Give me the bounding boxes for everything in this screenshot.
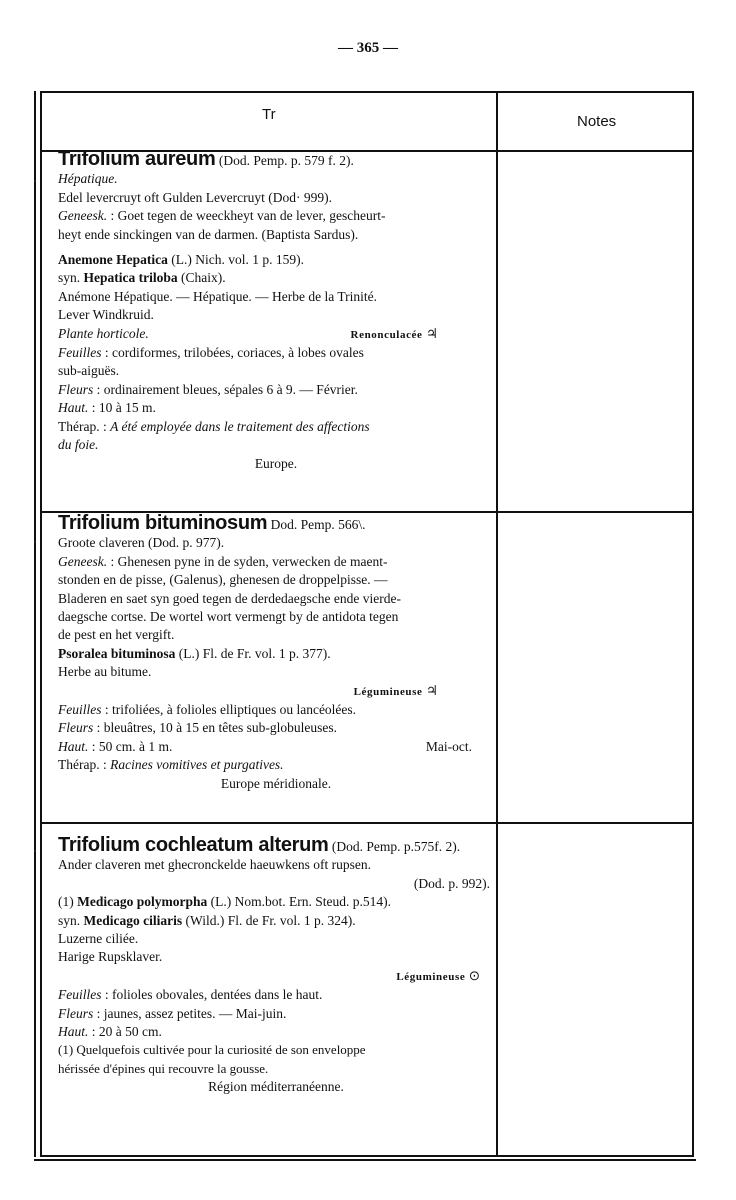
dodoens-reference: (Dod. Pemp. p.575f. 2). bbox=[328, 839, 461, 854]
text-line: du foie. bbox=[58, 437, 99, 453]
label-feuilles: Feuilles bbox=[58, 345, 102, 361]
text-line: Ander claveren met ghecronckelde haeuwkens oft rupsen. bbox=[58, 857, 371, 873]
text-line: Hépatique. bbox=[58, 171, 118, 187]
text-line: : folioles obovales, dentées dans le haut. bbox=[101, 987, 323, 1003]
syn-label: syn. bbox=[58, 912, 84, 928]
dodoens-reference: Dod. Pemp. 566\. bbox=[267, 517, 366, 532]
text-line: : ordinairement bleues, sépales 6 à 9. — Février. bbox=[93, 381, 358, 397]
family-label: Légumineuse bbox=[396, 970, 466, 983]
label-geneesk: Geneesk. bbox=[58, 553, 108, 569]
label-therap: Thérap. : bbox=[58, 757, 111, 773]
column-header-tr: Tr bbox=[262, 106, 276, 123]
species-name: Trifolium aureum bbox=[58, 148, 216, 170]
footnote-marker: (1) bbox=[58, 894, 78, 910]
entry-heading bbox=[58, 150, 494, 170]
label-haut: Haut. bbox=[58, 400, 89, 416]
text-line: : 20 à 50 cm. bbox=[88, 1024, 162, 1040]
modern-name-ref: (L.) Nich. vol. 1 p. 159). bbox=[167, 252, 304, 268]
common-name-fr: Luzerne ciliée. bbox=[58, 931, 139, 947]
text-line: : 50 cm. à 1 m. bbox=[88, 738, 173, 754]
species-name: Trifolium bituminosum bbox=[58, 512, 268, 534]
text-line: : trifoliées, à folioles elliptiques ou lancéolées. bbox=[101, 702, 357, 718]
plant-type: Plante horticole. bbox=[58, 325, 149, 341]
text-line: (Dod. p. 992). bbox=[413, 875, 490, 891]
text-line: : Ghenesen pyne in de syden, verwecken de maent- bbox=[107, 553, 388, 569]
footnote-text: (1) Quelquefois cultivée pour la curiosité de son enveloppe bbox=[58, 1042, 366, 1058]
family-label: Légumineuse bbox=[353, 685, 423, 698]
perennial-symbol: ♃ bbox=[425, 325, 438, 341]
text-line: : jaunes, assez petites. — Mai-juin. bbox=[93, 1005, 287, 1021]
species-name: Trifolium cochleatum alterum bbox=[58, 834, 329, 856]
modern-name: Medicago polymorpha bbox=[77, 894, 208, 910]
text-line: Edel levercruyt oft Gulden Levercruyt (Dod· 999). bbox=[58, 189, 333, 205]
label-feuilles: Feuilles bbox=[58, 702, 102, 718]
text-line: : Goet tegen de weeckheyt van de lever, gescheurt- bbox=[107, 208, 386, 224]
footnote-text: hérissée d'épines qui recouvre la gousse. bbox=[58, 1060, 269, 1076]
synonym-name: Hepatica triloba bbox=[83, 270, 178, 286]
modern-name: Anemone Hepatica bbox=[58, 252, 168, 268]
perennial-symbol: ♃ bbox=[425, 682, 438, 698]
text-line: : bleuâtres, 10 à 15 en têtes sub-globuleuses. bbox=[93, 720, 337, 736]
column-divider bbox=[496, 93, 498, 1157]
common-names-fr: Anémone Hépatique. — Hépatique. — Herbe de la Trinité. bbox=[58, 288, 378, 304]
synonym-name: Medicago ciliaris bbox=[83, 912, 183, 928]
margin-mark bbox=[34, 850, 36, 852]
entry-heading bbox=[58, 836, 494, 856]
text-line: Groote claveren (Dod. p. 977). bbox=[58, 535, 225, 551]
label-haut: Haut. bbox=[58, 1024, 89, 1040]
modern-name: Psoralea bituminosa bbox=[58, 645, 176, 661]
dodoens-reference: (Dod. Pemp. p. 579 f. 2). bbox=[218, 153, 354, 168]
modern-name-ref: (L.) Nom.bot. Ern. Steud. p.514). bbox=[207, 894, 391, 910]
modern-name-ref: (L.) Fl. de Fr. vol. 1 p. 377). bbox=[175, 645, 331, 661]
common-name-fr: Herbe au bitume. bbox=[58, 664, 152, 680]
label-therap: Thérap. : bbox=[58, 418, 111, 434]
text-line: A été employée dans le traitement des affections bbox=[110, 418, 370, 434]
text-line: daegsche cortse. De wortel wort vermengt by de antidota tegen bbox=[58, 609, 399, 625]
distribution: Région méditerranéenne. bbox=[208, 1079, 344, 1095]
synonym-ref: (Chaix). bbox=[177, 270, 226, 286]
flowering-period: Mai-oct. bbox=[425, 738, 472, 754]
syn-label: syn. bbox=[58, 270, 84, 286]
frame-left-rule bbox=[34, 91, 36, 1157]
label-fleurs: Fleurs bbox=[58, 381, 94, 397]
common-name-nl: Harige Rupsklaver. bbox=[58, 949, 163, 965]
annual-symbol: ⊙ bbox=[468, 967, 480, 983]
page-number: — 365 — bbox=[338, 40, 398, 56]
label-feuilles: Feuilles bbox=[58, 987, 102, 1003]
label-fleurs: Fleurs bbox=[58, 1005, 94, 1021]
entry-trifolium-cochleatum-alterum bbox=[58, 836, 494, 1097]
text-line: sub-aiguës. bbox=[58, 363, 120, 379]
frame-bottom-rule bbox=[34, 1159, 696, 1161]
synonym-ref: (Wild.) Fl. de Fr. vol. 1 p. 324). bbox=[182, 912, 356, 928]
entry-divider-2 bbox=[42, 822, 692, 824]
text-line: : cordiformes, trilobées, coriaces, à lobes ovales bbox=[101, 345, 364, 361]
text-line: Bladeren en saet syn goed tegen de derdedaegsche ende vierde- bbox=[58, 590, 401, 606]
text-line: de pest en het vergift. bbox=[58, 627, 175, 643]
margin-mark bbox=[34, 180, 36, 182]
text-line: stonden en de pisse, (Galenus), ghenesen de droppelpisse. — bbox=[58, 572, 388, 588]
label-geneesk: Geneesk. bbox=[58, 208, 108, 224]
text-line: heyt ende sinckingen van de darmen. (Baptista Sardus). bbox=[58, 226, 359, 242]
entry-trifolium-aureum bbox=[58, 150, 494, 473]
label-haut: Haut. bbox=[58, 738, 89, 754]
column-header-notes: Notes bbox=[577, 113, 617, 130]
distribution: Europe méridionale. bbox=[220, 775, 332, 791]
margin-mark bbox=[34, 541, 36, 543]
text-line: Racines vomitives et purgatives. bbox=[110, 757, 284, 773]
common-name-nl: Lever Windkruid. bbox=[58, 307, 154, 323]
family-label: Renonculacée bbox=[350, 328, 423, 341]
text-line: : 10 à 15 m. bbox=[88, 400, 156, 416]
entry-trifolium-bituminosum bbox=[58, 514, 494, 793]
header-rule-right bbox=[498, 150, 692, 152]
distribution: Europe. bbox=[254, 455, 298, 471]
entry-heading bbox=[58, 514, 494, 534]
label-fleurs: Fleurs bbox=[58, 720, 94, 736]
